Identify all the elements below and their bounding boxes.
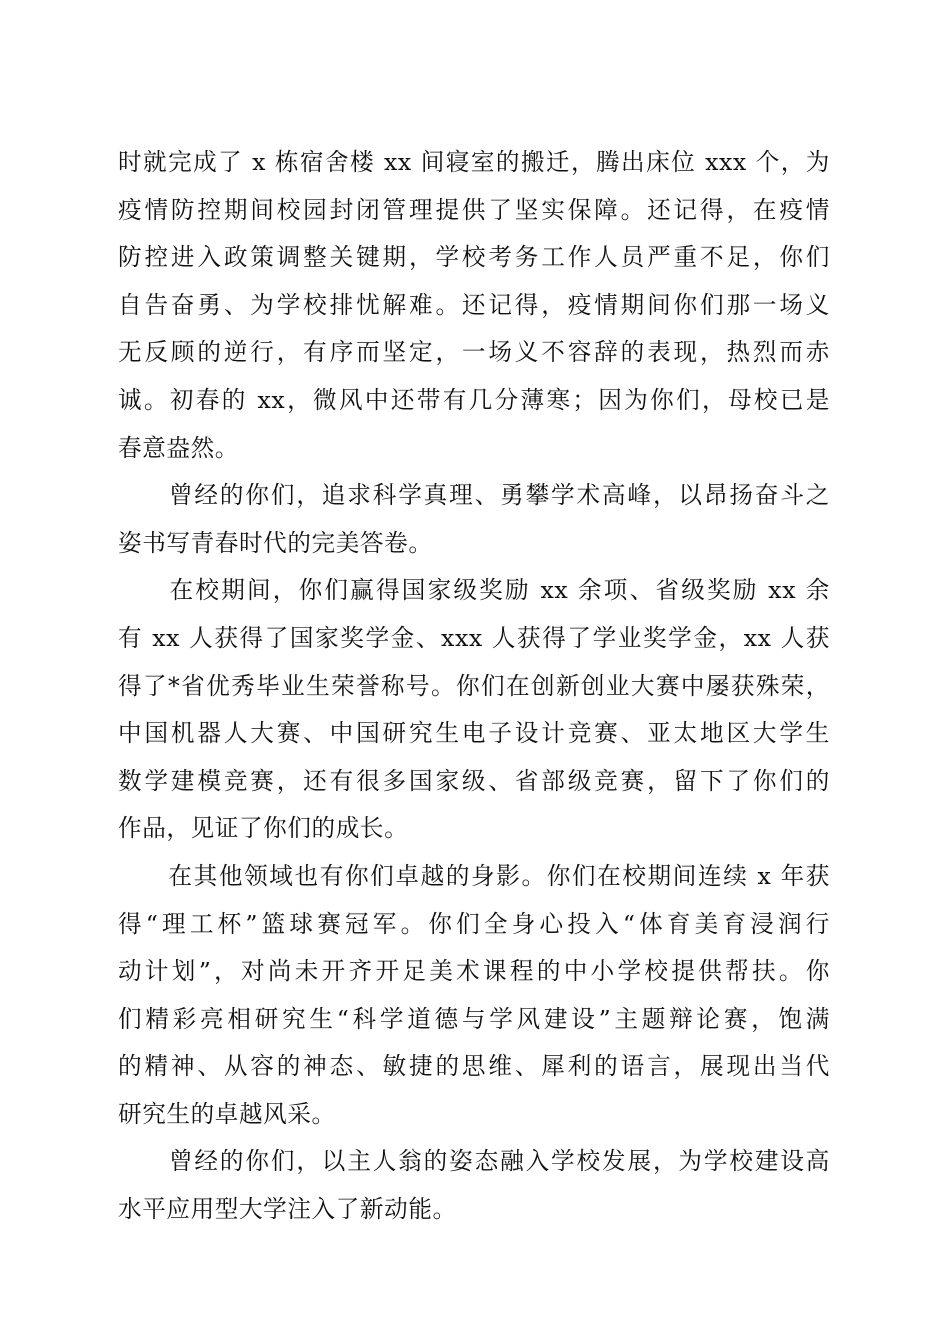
text-line: 在其他领域也有你们卓越的身影。你们在校期间连续 x 年获 <box>118 861 830 890</box>
text-line: 的精神、从容的神态、敏捷的思维、犀利的语言，展现出当代 <box>118 1052 830 1081</box>
text-line: 中国机器人大赛、中国研究生电子设计竞赛、亚太地区大学生 <box>118 719 830 748</box>
text-line: 时就完成了 x 栋宿舍楼 xx 间寝室的搬迁，腾出床位 xxx 个，为 <box>118 148 830 176</box>
text-line: 动计划”，对尚未开齐开足美术课程的中小学校提供帮扶。你 <box>118 957 830 986</box>
text-line: 研究生的卓越风采。 <box>118 1099 336 1128</box>
text-line: 曾经的你们，追求科学真理、勇攀学术高峰，以昂扬奋斗之 <box>118 481 830 510</box>
text-line: 们精彩亮相研究生“科学道德与学风建设”主题辩论赛，饱满 <box>118 1004 830 1033</box>
text-line: 防控进入政策调整关键期，学校考务工作人员严重不足，你们 <box>118 243 830 272</box>
text-line: 有 xx 人获得了国家奖学金、xxx 人获得了学业奖学金，xx 人获 <box>118 623 830 652</box>
paragraph-3 <box>118 567 830 853</box>
text-line: 水平应用型大学注入了新动能。 <box>118 1195 457 1224</box>
text-line: 得“理工杯”篮球赛冠军。你们全身心投入“体育美育浸润行 <box>118 909 830 938</box>
text-line: 曾经的你们，以主人翁的姿态融入学校发展，为学校建设高 <box>118 1147 830 1176</box>
text-line: 得了*省优秀毕业生荣誉称号。你们在创新创业大赛中屡获殊荣， <box>118 671 830 700</box>
paragraph-1 <box>118 139 830 472</box>
text-line: 作品，见证了你们的成长。 <box>118 814 409 843</box>
text-line: 春意盎然。 <box>118 433 239 462</box>
paragraph-5 <box>118 1138 830 1233</box>
text-line: 自告奋勇、为学校排忧解难。还记得，疫情期间你们那一场义 <box>118 290 830 319</box>
paragraph-4 <box>118 853 830 1139</box>
text-line: 诚。初春的 xx，微风中还带有几分薄寒；因为你们，母校已是 <box>118 385 830 414</box>
text-line: 数学建模竞赛，还有很多国家级、省部级竞赛，留下了你们的 <box>118 766 830 795</box>
text-line: 姿书写青春时代的完美答卷。 <box>118 528 433 557</box>
paragraph-2 <box>118 472 830 567</box>
body-text <box>118 139 830 1234</box>
text-line: 疫情防控期间校园封闭管理提供了坚实保障。还记得，在疫情 <box>118 195 830 224</box>
text-line: 无反顾的逆行，有序而坚定，一场义不容辞的表现，热烈而赤 <box>118 338 830 367</box>
text-line: 在校期间，你们赢得国家级奖励 xx 余项、省级奖励 xx 余 <box>169 576 830 605</box>
